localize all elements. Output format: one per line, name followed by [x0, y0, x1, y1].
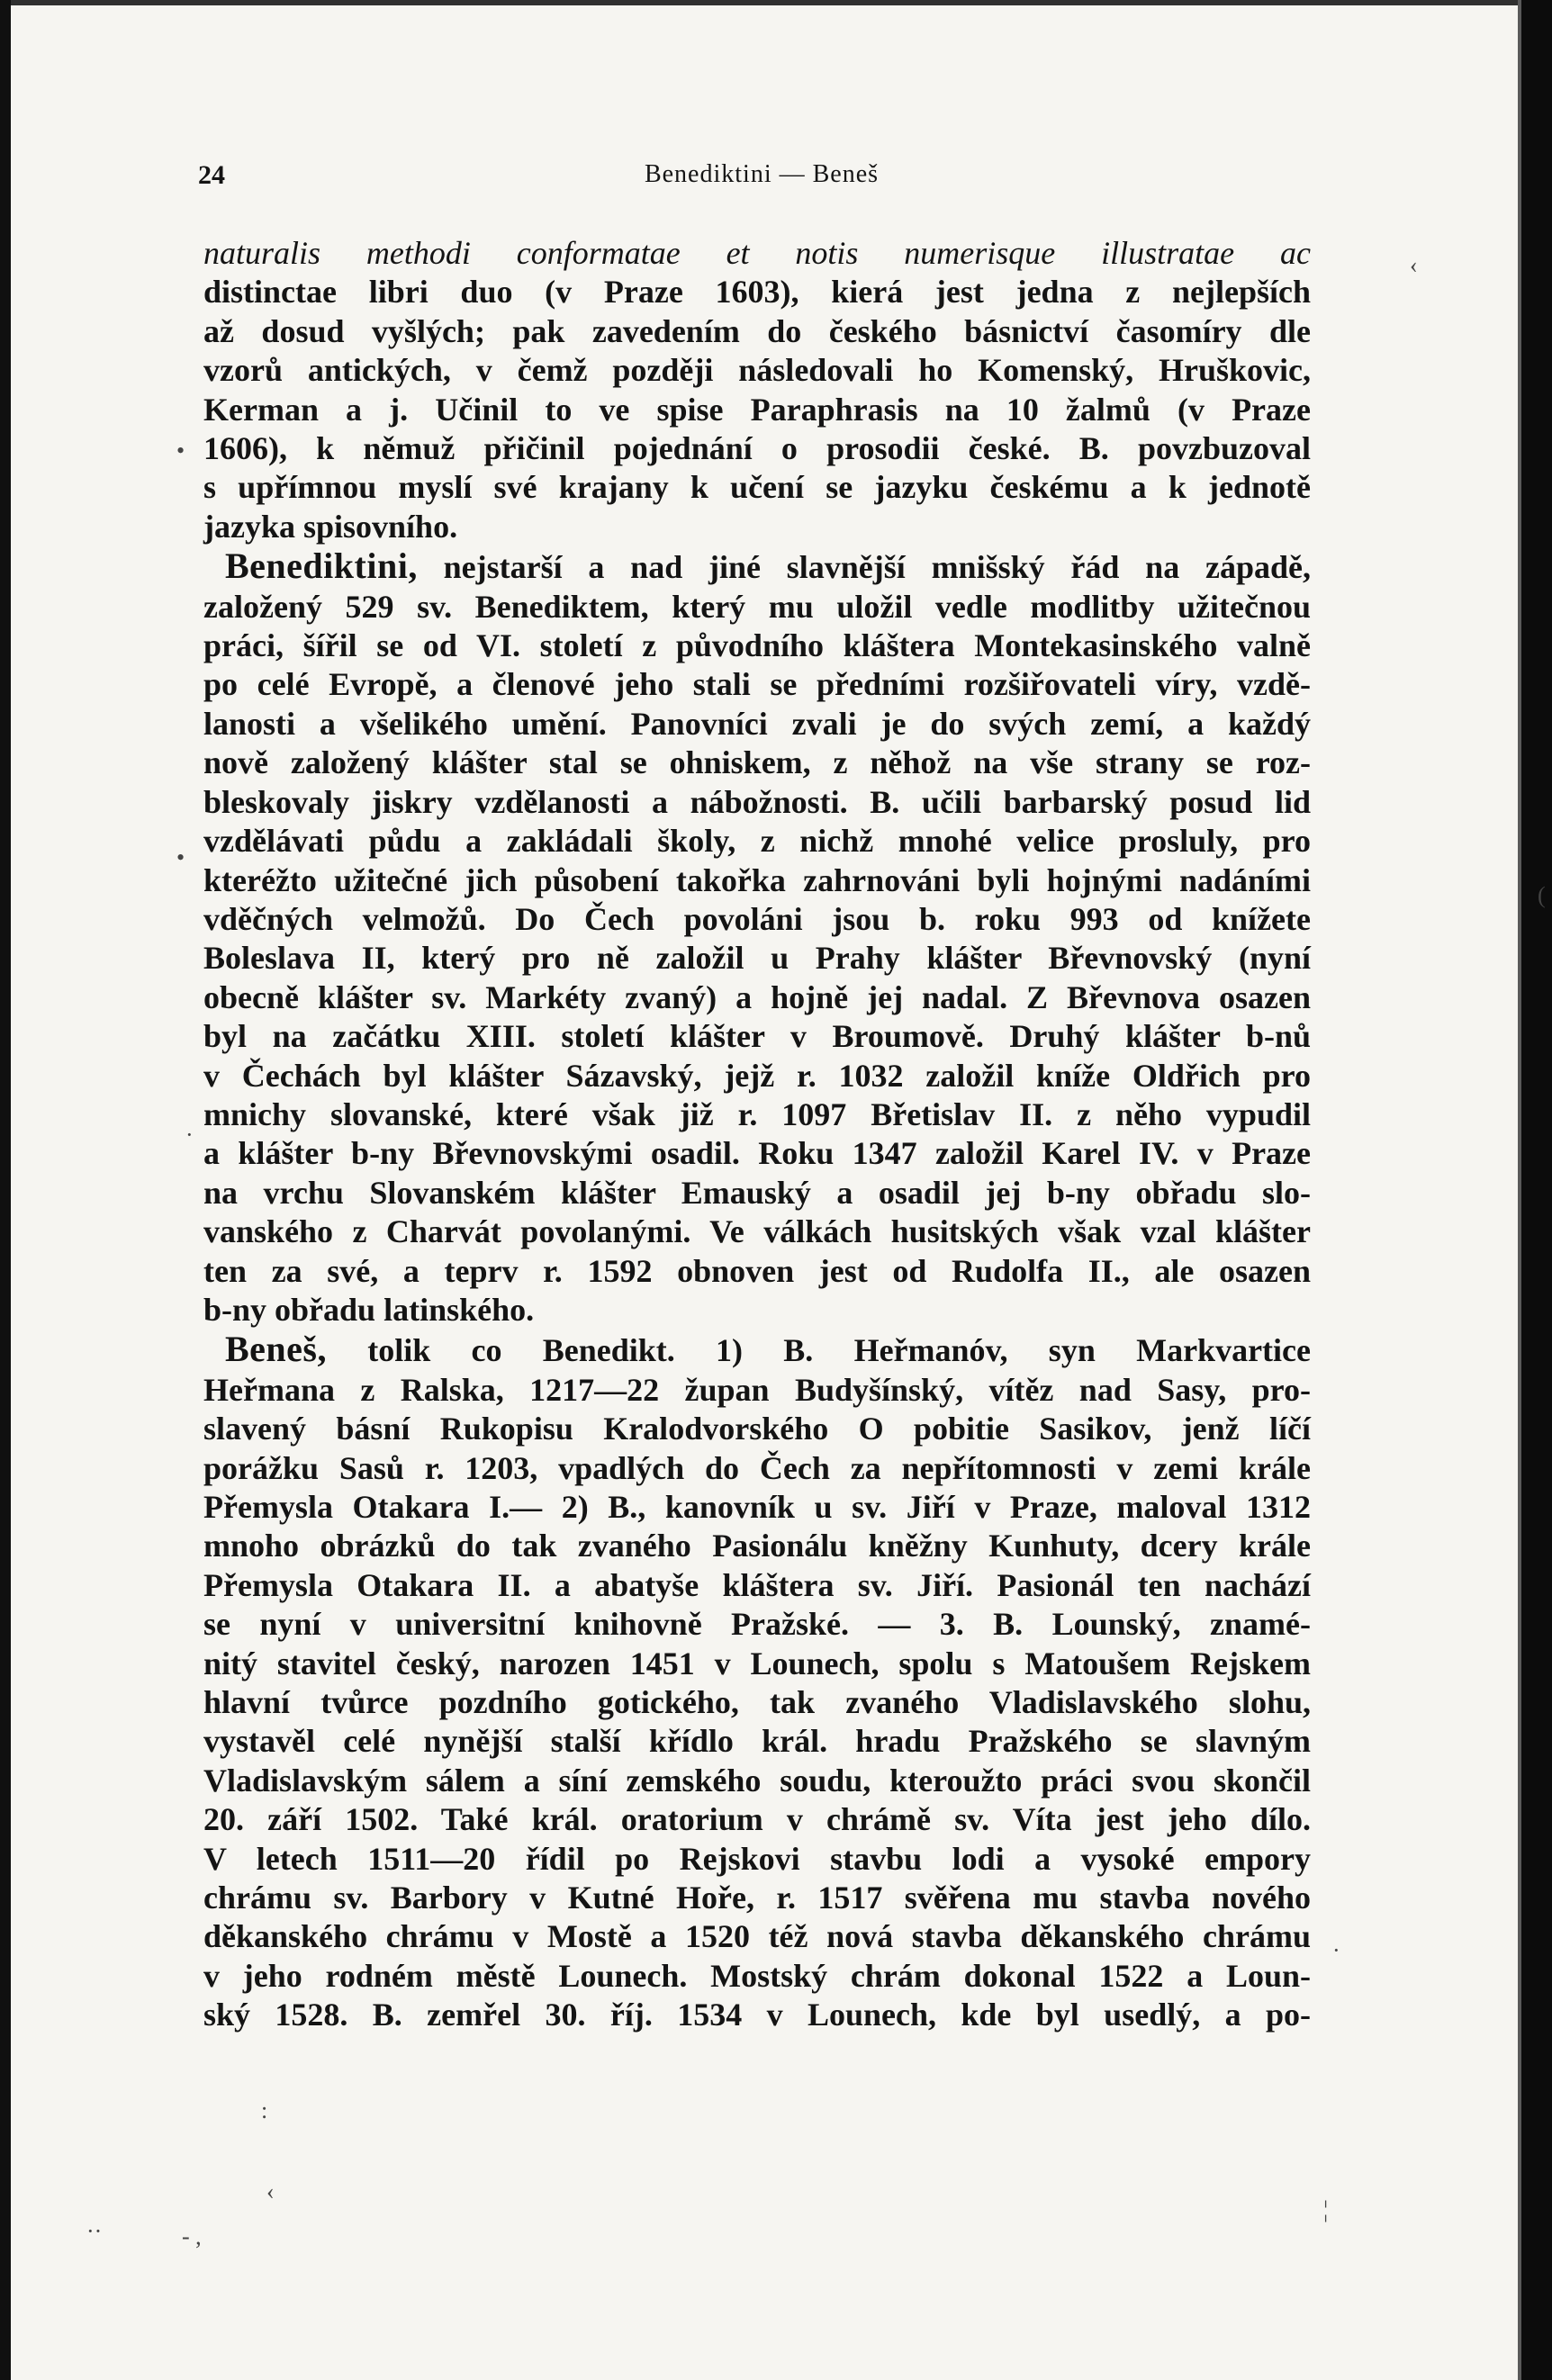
- text-line: distinctae libri duo (v Praze 1603), kierá jest jedna z nejlepších: [203, 274, 1311, 311]
- text-line: byl na začátku XIII. století klášter v Broumově. Druhý klášter b-nů: [203, 1018, 1311, 1055]
- text-line: vzdělávati půdu a zakládali školy, z nichž mnohé velice prosluly, pro: [203, 823, 1311, 860]
- text-line: obecně klášter sv. Markéty zvaný) a hojně jej nadal. Z Břevnova osazen: [203, 978, 1311, 1015]
- text-line: kteréžto užitečné jich působení takořka zahrnováni byli hojnými nadáními: [203, 861, 1311, 898]
- text-line: [203, 546, 1311, 587]
- text-line: b-ny obřadu latinského.: [203, 1291, 535, 1328]
- text-fragment: tolik co Benedikt. 1) B. Heřmanóv, syn Markvartice: [327, 1332, 1311, 1369]
- text-line: až dosud vyšlých; pak zavedením do českého básnictví časomíry dle: [203, 312, 1311, 349]
- text-line: v jeho rodném městě Lounech. Mostský chrám dokonal 1522 a Loun-: [203, 1957, 1311, 1994]
- text-line: Přemysla Otakara II. a abatyše kláštera sv. Jiří. Pasionál ten nachází: [203, 1566, 1311, 1603]
- text-line: lanosti a všelikého umění. Panovníci zvali je do svých zemí, a každý: [203, 705, 1311, 742]
- text-line: ský 1528. B. zemřel 30. říj. 1534 v Lounech, kde byl usedlý, a po-: [203, 1997, 1311, 2033]
- text-line: Vladislavským sálem a síní zemského soudu, kteroužto práci svou skončil: [203, 1762, 1311, 1799]
- scan-speck: ·: [1332, 1937, 1340, 1963]
- text-line: [203, 1330, 1311, 1370]
- text-fragment: nejstarší a nad jiné slavnější mnišský řád na západě,: [417, 549, 1311, 586]
- text-line: po celé Evropě, a členové jeho stali se předními rozšiřovateli víry, vzdě-: [203, 666, 1311, 703]
- scan-speck: ‹: [266, 2178, 275, 2204]
- text-line: chrámu sv. Barbory v Kutné Hoře, r. 1517 svěřena mu stavba nového: [203, 1880, 1311, 1916]
- scan-speck: •: [176, 844, 185, 870]
- scan-speck: ·: [185, 1122, 194, 1148]
- text-line: naturalis methodi conformatae et notis numerisque illustratae ac: [203, 235, 1311, 271]
- page-number: 24: [198, 160, 225, 190]
- text-line: slavený básní Rukopisu Kralodvorského O pobitie Sasikov, jenž líčí: [203, 1411, 1311, 1447]
- scan-speck: :: [261, 2097, 268, 2123]
- text-line: nitý stavitel český, narozen 1451 v Lounech, spolu s Matoušem Rejskem: [203, 1645, 1311, 1681]
- text-line: V letech 1511—20 řídil po Rejskovi stavbu lodi a vysoké empory: [203, 1840, 1311, 1877]
- entry-benediktini: [203, 546, 1311, 1330]
- text-line: Boleslava II, který pro ně založil u Prahy klášter Břevnovský (nyní: [203, 940, 1311, 977]
- text-line: vystavěl celé nynější stalší křídlo král. hradu Pražského se slavným: [203, 1723, 1311, 1760]
- text-line: v Čechách byl klášter Sázavský, jejž r. 1032 založil kníže Oldřich pro: [203, 1057, 1311, 1094]
- headword-benediktini: Benediktini,: [225, 545, 418, 587]
- headword-benes: Beneš,: [225, 1329, 327, 1370]
- text-line: 20. září 1502. Také král. oratorium v chrámě sv. Víta jest jeho dílo.: [203, 1801, 1311, 1838]
- scan-edge-left: [0, 0, 11, 2380]
- text-line: vděčných velmožů. Do Čech povoláni jsou b. roku 993 od knížete: [203, 900, 1311, 937]
- text-line: na vrchu Slovanském klášter Emauský a osadil jej b-ny obřadu slo-: [203, 1174, 1311, 1211]
- text-line: založený 529 sv. Benediktem, který mu uložil vedle modlitby užitečnou: [203, 588, 1311, 625]
- scan-speck: •: [176, 437, 185, 464]
- scan-speck: - ,: [182, 2223, 202, 2249]
- text-line: nově založený klášter stal se ohniskem, z něhož na vše strany se roz-: [203, 744, 1311, 781]
- scan-speck: (: [1538, 882, 1546, 908]
- text-line: děkanského chrámu v Mostě a 1520 též nová stavba děkanského chrámu: [203, 1918, 1311, 1955]
- text-line: hlavní tvůrce pozdního gotického, tak zvaného Vladislavského slohu,: [203, 1684, 1311, 1721]
- text-line: vanského z Charvát povolanými. Ve válkách husitských však vzal klášter: [203, 1213, 1311, 1250]
- scan-speck: ¦: [1323, 2196, 1329, 2222]
- text-line: Kerman a j. Učinil to ve spise Paraphrasis na 10 žalmů (v Praze: [203, 391, 1311, 428]
- page-header: [198, 160, 1325, 196]
- text-line: ten za své, a teprv r. 1592 obnoven jest od Rudolfa II., ale osazen: [203, 1252, 1311, 1289]
- running-head: Benediktini — Beneš: [644, 160, 880, 188]
- text-line: 1606), k němuž přičinil pojednání o prosodii české. B. povzbuzoval: [203, 430, 1311, 467]
- text-line: mnoho obrázků do tak zvaného Pasionálu kněžny Kunhuty, dcery krále: [203, 1528, 1311, 1564]
- text-line: mnichy slovanské, které však již r. 1097 Břetislav II. z něho vypudil: [203, 1095, 1311, 1132]
- scan-speck: ‹: [1410, 252, 1418, 278]
- text-line: Přemysla Otakara I.— 2) B., kanovník u sv. Jiří v Praze, maloval 1312: [203, 1489, 1311, 1525]
- body-text: [203, 234, 1311, 2035]
- paragraph-bartos-continuation: [203, 234, 1311, 546]
- entry-benes: [203, 1330, 1311, 2034]
- text-line: jazyka spisovního.: [203, 508, 458, 545]
- scan-edge-right: [1521, 0, 1552, 2380]
- text-line: práci, šířil se od VI. století z původního kláštera Montekasinského valně: [203, 627, 1311, 664]
- text-line: Heřmana z Ralska, 1217—22 župan Budyšínský, vítěz nad Sasy, pro-: [203, 1371, 1311, 1408]
- scan-edge-top: [0, 0, 1552, 5]
- text-line: se nyní v universitní knihovně Pražské. — 3. B. Lounský, znamé-: [203, 1606, 1311, 1643]
- scan-speck: ··: [86, 2218, 103, 2244]
- text-line: a klášter b-ny Břevnovskými osadil. Roku 1347 založil Karel IV. v Praze: [203, 1135, 1311, 1172]
- text-line: vzorů antických, v čemž později následovali ho Komenský, Hruškovic,: [203, 352, 1311, 389]
- text-line: bleskovaly jiskry vzdělanosti a nábožnosti. B. učili barbarský posud lid: [203, 783, 1311, 820]
- text-line: porážku Sasů r. 1203, vpadlých do Čech za nepřítomnosti v zemi krále: [203, 1449, 1311, 1486]
- text-line: s upřímnou myslí své krajany k učení se jazyku českému a k jednotě: [203, 469, 1311, 506]
